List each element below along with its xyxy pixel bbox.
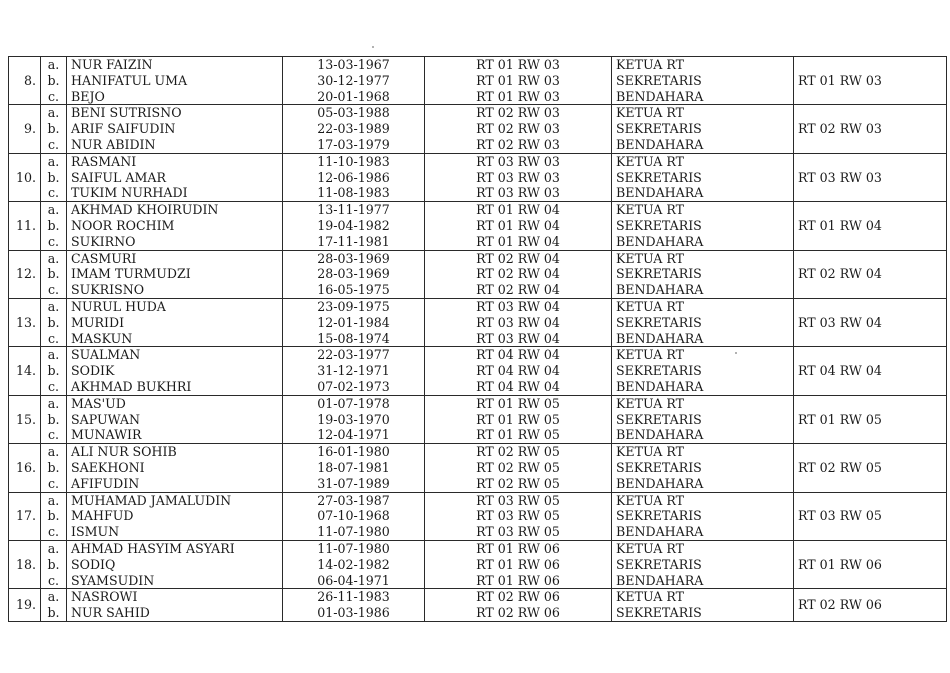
table-row (9, 347, 947, 363)
table-row-group (9, 298, 947, 346)
rt-rw-location: RT 04 RW 04 (425, 379, 612, 395)
table-row-group (9, 444, 947, 492)
table-row (9, 202, 947, 218)
member-name: SYAMSUDIN (67, 573, 283, 589)
rt-rw-location: RT 01 RW 05 (425, 395, 612, 411)
member-role: BENDAHARA (612, 185, 794, 201)
rt-rw-location: RT 03 RW 03 (425, 185, 612, 201)
table-row-group (9, 395, 947, 443)
member-letter: b. (41, 363, 67, 379)
member-role: KETUA RT (612, 395, 794, 411)
rt-rw-location: RT 02 RW 03 (425, 121, 612, 137)
member-role: SEKRETARIS (612, 412, 794, 428)
member-role: KETUA RT (612, 57, 794, 73)
member-letter: c. (41, 379, 67, 395)
table-row (9, 153, 947, 169)
member-name: SODIK (67, 363, 283, 379)
rt-officials-table (8, 56, 947, 622)
member-letter: a. (41, 57, 67, 73)
rt-rw-location: RT 01 RW 03 (425, 73, 612, 89)
member-letter: b. (41, 557, 67, 573)
rt-rw-location: RT 01 RW 05 (425, 427, 612, 443)
member-role: KETUA RT (612, 492, 794, 508)
member-role: SEKRETARIS (612, 218, 794, 234)
member-name: MUHAMAD JAMALUDIN (67, 492, 283, 508)
member-role: KETUA RT (612, 347, 794, 363)
member-letter: b. (41, 412, 67, 428)
member-letter: b. (41, 508, 67, 524)
member-letter: b. (41, 170, 67, 186)
member-name: MASKUN (67, 331, 283, 347)
member-name: CASMURI (67, 250, 283, 266)
member-role: BENDAHARA (612, 476, 794, 492)
rt-rw-location: RT 02 RW 03 (425, 137, 612, 153)
birth-date: 07-10-1968 (283, 508, 425, 524)
member-role: KETUA RT (612, 540, 794, 556)
row-number: 13. (9, 298, 41, 346)
member-letter: a. (41, 202, 67, 218)
birth-date: 11-08-1983 (283, 185, 425, 201)
member-letter: c. (41, 89, 67, 105)
member-letter: c. (41, 282, 67, 298)
assigned-area: RT 01 RW 03 (794, 57, 947, 105)
assigned-area: RT 02 RW 05 (794, 444, 947, 492)
member-name: IMAM TURMUDZI (67, 266, 283, 282)
member-role: SEKRETARIS (612, 266, 794, 282)
member-name: MURIDI (67, 315, 283, 331)
row-number: 12. (9, 250, 41, 298)
assigned-area: RT 02 RW 06 (794, 589, 947, 622)
birth-date: 01-03-1986 (283, 605, 425, 621)
member-letter: b. (41, 315, 67, 331)
table-row-group (9, 250, 947, 298)
birth-date: 20-01-1968 (283, 89, 425, 105)
member-letter: a. (41, 444, 67, 460)
rt-rw-location: RT 02 RW 06 (425, 605, 612, 621)
row-number: 15. (9, 395, 41, 443)
rt-rw-location: RT 03 RW 04 (425, 298, 612, 314)
table-row-group (9, 105, 947, 153)
table-row (9, 589, 947, 605)
table-row-group (9, 202, 947, 250)
member-name: BEJO (67, 89, 283, 105)
table-row (9, 444, 947, 460)
birth-date: 06-04-1971 (283, 573, 425, 589)
rt-rw-location: RT 02 RW 05 (425, 444, 612, 460)
birth-date: 14-02-1982 (283, 557, 425, 573)
table-row-group (9, 57, 947, 105)
member-name: AKHMAD BUKHRI (67, 379, 283, 395)
member-letter: c. (41, 476, 67, 492)
birth-date: 31-12-1971 (283, 363, 425, 379)
member-letter: a. (41, 153, 67, 169)
member-name: SUKRISNO (67, 282, 283, 298)
member-name: NUR SAHID (67, 605, 283, 621)
member-role: BENDAHARA (612, 379, 794, 395)
birth-date: 22-03-1989 (283, 121, 425, 137)
rt-rw-location: RT 01 RW 05 (425, 412, 612, 428)
birth-date: 30-12-1977 (283, 73, 425, 89)
member-role: KETUA RT (612, 589, 794, 605)
birth-date: 05-03-1988 (283, 105, 425, 121)
member-name: AHMAD HASYIM ASYARI (67, 540, 283, 556)
scan-speck (372, 46, 374, 48)
member-letter: c. (41, 524, 67, 540)
member-name: RASMANI (67, 153, 283, 169)
row-number: 18. (9, 540, 41, 588)
assigned-area: RT 03 RW 05 (794, 492, 947, 540)
document-page (8, 56, 946, 628)
assigned-area: RT 01 RW 05 (794, 395, 947, 443)
member-role: SEKRETARIS (612, 557, 794, 573)
member-name: AFIFUDIN (67, 476, 283, 492)
birth-date: 01-07-1978 (283, 395, 425, 411)
row-number: 9. (9, 105, 41, 153)
birth-date: 12-04-1971 (283, 427, 425, 443)
birth-date: 12-01-1984 (283, 315, 425, 331)
member-letter: a. (41, 540, 67, 556)
member-name: NURUL HUDA (67, 298, 283, 314)
member-role: SEKRETARIS (612, 121, 794, 137)
birth-date: 11-07-1980 (283, 524, 425, 540)
birth-date: 11-07-1980 (283, 540, 425, 556)
member-letter: c. (41, 331, 67, 347)
rt-rw-location: RT 02 RW 06 (425, 589, 612, 605)
table-row (9, 395, 947, 411)
rt-rw-location: RT 03 RW 04 (425, 331, 612, 347)
member-role: SEKRETARIS (612, 508, 794, 524)
birth-date: 19-03-1970 (283, 412, 425, 428)
member-name: NUR ABIDIN (67, 137, 283, 153)
member-name: NOOR ROCHIM (67, 218, 283, 234)
assigned-area: RT 01 RW 06 (794, 540, 947, 588)
rt-rw-location: RT 04 RW 04 (425, 363, 612, 379)
member-role: BENDAHARA (612, 137, 794, 153)
member-letter: c. (41, 427, 67, 443)
member-letter: a. (41, 298, 67, 314)
rt-rw-location: RT 03 RW 05 (425, 492, 612, 508)
birth-date: 18-07-1981 (283, 460, 425, 476)
table-row-group (9, 492, 947, 540)
table-row (9, 492, 947, 508)
birth-date: 13-03-1967 (283, 57, 425, 73)
birth-date: 16-01-1980 (283, 444, 425, 460)
member-name: SAEKHONI (67, 460, 283, 476)
rt-rw-location: RT 01 RW 06 (425, 557, 612, 573)
birth-date: 26-11-1983 (283, 589, 425, 605)
birth-date: 15-08-1974 (283, 331, 425, 347)
rt-rw-location: RT 01 RW 03 (425, 57, 612, 73)
assigned-area: RT 03 RW 03 (794, 153, 947, 201)
member-role: BENDAHARA (612, 427, 794, 443)
member-role: BENDAHARA (612, 282, 794, 298)
member-role: BENDAHARA (612, 234, 794, 250)
member-name: SAPUWAN (67, 412, 283, 428)
member-name: BENI SUTRISNO (67, 105, 283, 121)
scan-speck (735, 352, 737, 354)
member-letter: c. (41, 573, 67, 589)
rt-rw-location: RT 01 RW 06 (425, 573, 612, 589)
member-letter: c. (41, 137, 67, 153)
rt-rw-location: RT 01 RW 06 (425, 540, 612, 556)
rt-rw-location: RT 03 RW 03 (425, 170, 612, 186)
member-name: SUKIRNO (67, 234, 283, 250)
member-name: HANIFATUL UMA (67, 73, 283, 89)
rt-rw-location: RT 03 RW 03 (425, 153, 612, 169)
member-name: NUR FAIZIN (67, 57, 283, 73)
member-name: MAS'UD (67, 395, 283, 411)
member-role: BENDAHARA (612, 524, 794, 540)
assigned-area: RT 02 RW 04 (794, 250, 947, 298)
member-name: ARIF SAIFUDIN (67, 121, 283, 137)
member-name: NASROWI (67, 589, 283, 605)
birth-date: 23-09-1975 (283, 298, 425, 314)
birth-date: 16-05-1975 (283, 282, 425, 298)
row-number: 11. (9, 202, 41, 250)
birth-date: 31-07-1989 (283, 476, 425, 492)
member-role: BENDAHARA (612, 573, 794, 589)
member-role: SEKRETARIS (612, 460, 794, 476)
birth-date: 11-10-1983 (283, 153, 425, 169)
row-number: 17. (9, 492, 41, 540)
member-role: SEKRETARIS (612, 605, 794, 621)
table-row-group (9, 347, 947, 395)
rt-rw-location: RT 01 RW 04 (425, 234, 612, 250)
table-row (9, 250, 947, 266)
member-role: KETUA RT (612, 250, 794, 266)
member-name: TUKIM NURHADI (67, 185, 283, 201)
table-row (9, 298, 947, 314)
row-number: 14. (9, 347, 41, 395)
rt-rw-location: RT 04 RW 04 (425, 347, 612, 363)
member-role: SEKRETARIS (612, 170, 794, 186)
member-letter: a. (41, 589, 67, 605)
birth-date: 12-06-1986 (283, 170, 425, 186)
member-letter: b. (41, 266, 67, 282)
rt-rw-location: RT 03 RW 05 (425, 508, 612, 524)
rt-rw-location: RT 02 RW 05 (425, 476, 612, 492)
rt-rw-location: RT 02 RW 03 (425, 105, 612, 121)
member-name: MAHFUD (67, 508, 283, 524)
row-number: 19. (9, 589, 41, 622)
birth-date: 22-03-1977 (283, 347, 425, 363)
rt-rw-location: RT 02 RW 04 (425, 250, 612, 266)
member-letter: c. (41, 185, 67, 201)
member-role: KETUA RT (612, 202, 794, 218)
member-role: SEKRETARIS (612, 363, 794, 379)
assigned-area: RT 02 RW 03 (794, 105, 947, 153)
birth-date: 07-02-1973 (283, 379, 425, 395)
member-role: SEKRETARIS (612, 315, 794, 331)
table-row-group (9, 589, 947, 622)
member-letter: a. (41, 250, 67, 266)
table-row (9, 105, 947, 121)
member-name: ISMUN (67, 524, 283, 540)
rt-rw-location: RT 01 RW 03 (425, 89, 612, 105)
birth-date: 13-11-1977 (283, 202, 425, 218)
member-letter: c. (41, 234, 67, 250)
birth-date: 19-04-1982 (283, 218, 425, 234)
member-role: KETUA RT (612, 105, 794, 121)
member-letter: a. (41, 395, 67, 411)
row-number: 10. (9, 153, 41, 201)
assigned-area: RT 03 RW 04 (794, 298, 947, 346)
birth-date: 17-11-1981 (283, 234, 425, 250)
member-role: SEKRETARIS (612, 73, 794, 89)
member-role: KETUA RT (612, 298, 794, 314)
assigned-area: RT 04 RW 04 (794, 347, 947, 395)
birth-date: 27-03-1987 (283, 492, 425, 508)
row-number: 16. (9, 444, 41, 492)
member-role: KETUA RT (612, 153, 794, 169)
member-letter: a. (41, 105, 67, 121)
member-letter: b. (41, 460, 67, 476)
member-role: KETUA RT (612, 444, 794, 460)
rt-rw-location: RT 02 RW 04 (425, 282, 612, 298)
member-letter: b. (41, 218, 67, 234)
member-letter: b. (41, 121, 67, 137)
member-letter: b. (41, 605, 67, 621)
assigned-area: RT 01 RW 04 (794, 202, 947, 250)
member-name: SAIFUL AMAR (67, 170, 283, 186)
birth-date: 28-03-1969 (283, 250, 425, 266)
birth-date: 28-03-1969 (283, 266, 425, 282)
rt-rw-location: RT 02 RW 04 (425, 266, 612, 282)
member-letter: a. (41, 347, 67, 363)
rt-rw-location: RT 03 RW 04 (425, 315, 612, 331)
table-row-group (9, 540, 947, 588)
member-letter: b. (41, 73, 67, 89)
row-number: 8. (9, 57, 41, 105)
table-row-group (9, 153, 947, 201)
rt-rw-location: RT 01 RW 04 (425, 218, 612, 234)
member-name: ALI NUR SOHIB (67, 444, 283, 460)
birth-date: 17-03-1979 (283, 137, 425, 153)
member-role: BENDAHARA (612, 89, 794, 105)
rt-rw-location: RT 01 RW 04 (425, 202, 612, 218)
member-letter: a. (41, 492, 67, 508)
member-name: SODIQ (67, 557, 283, 573)
member-role: BENDAHARA (612, 331, 794, 347)
table-row (9, 540, 947, 556)
table-row (9, 57, 947, 73)
rt-rw-location: RT 03 RW 05 (425, 524, 612, 540)
member-name: AKHMAD KHOIRUDIN (67, 202, 283, 218)
rt-rw-location: RT 02 RW 05 (425, 460, 612, 476)
member-name: MUNAWIR (67, 427, 283, 443)
member-name: SUALMAN (67, 347, 283, 363)
